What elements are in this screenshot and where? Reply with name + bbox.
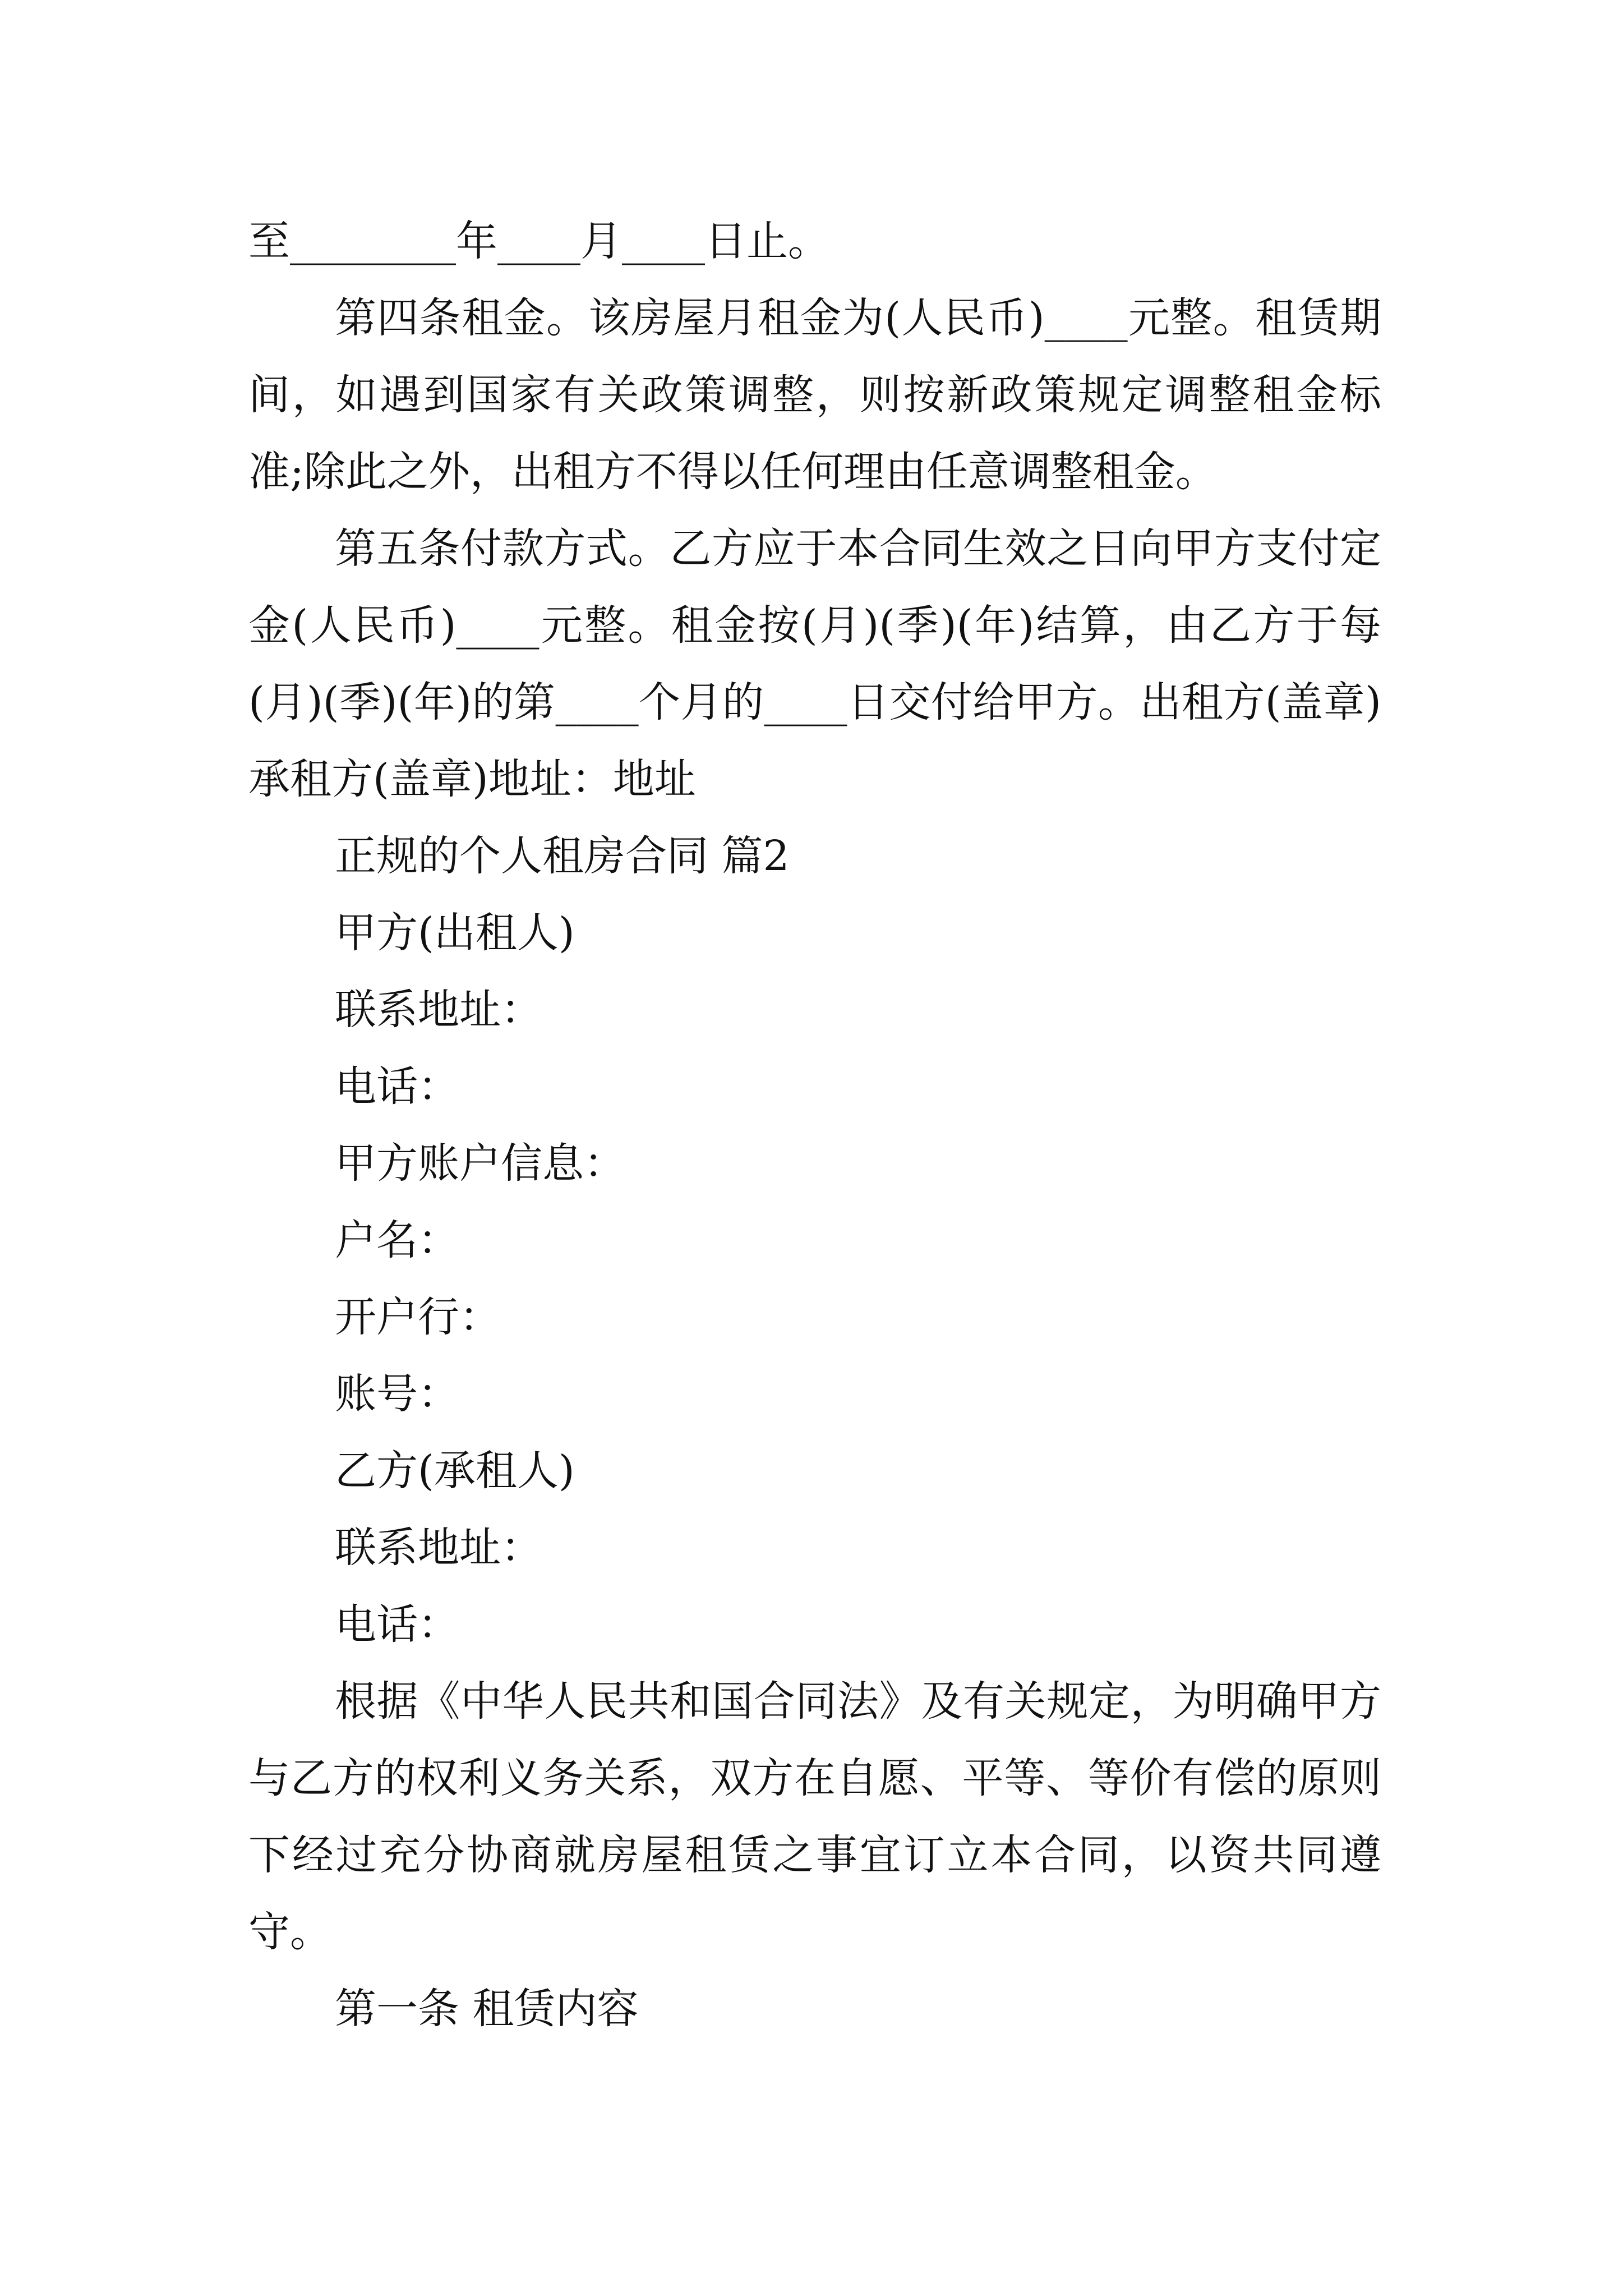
party-a-account-info-label: 甲方账户信息： (335, 1139, 625, 1188)
article-1-heading: 第一条 租赁内容 (335, 1985, 639, 2033)
party-b-label: 乙方(承租人) (335, 1447, 575, 1495)
account-number-label: 账号： (335, 1370, 459, 1418)
article-5-payment: 第五条付款方式。乙方应于本合同生效之日向甲方支付定金(人民币)____元整。租金按(月)(季)(年)结算，由乙方于每(月)(季)(年)的第____个月的____日交付给甲方。出租方(盖章)承租方(盖章)地址：地址 (248, 524, 1381, 803)
article-4-rent: 第四条租金。该房屋月租金为(人民币)____元整。租赁期间，如遇到国家有关政策调整，则按新政策规定调整租金标准;除此之外，出租方不得以任何理由任意调整租金。 (248, 294, 1381, 496)
bank-label: 开户行： (335, 1293, 501, 1341)
document-page (248, 203, 1381, 2047)
term-end-date-line: 至________年____月____日止。 (248, 217, 829, 265)
party-a-label: 甲方(出租人) (335, 909, 575, 957)
party-a-phone-label: 电话： (335, 1062, 459, 1111)
account-name-label: 户名： (335, 1216, 459, 1264)
party-b-address-label: 联系地址： (335, 1524, 542, 1572)
party-a-address-label: 联系地址： (335, 986, 542, 1034)
section-heading-part-2: 正规的个人租房合同 篇2 (335, 832, 790, 880)
preamble-paragraph: 根据《中华人民共和国合同法》及有关规定，为明确甲方与乙方的权利义务关系，双方在自愿、平等、等价有偿的原则下经过充分协商就房屋租赁之事宜订立本合同，以资共同遵守。 (248, 1677, 1381, 1956)
party-b-phone-label: 电话： (335, 1600, 459, 1649)
